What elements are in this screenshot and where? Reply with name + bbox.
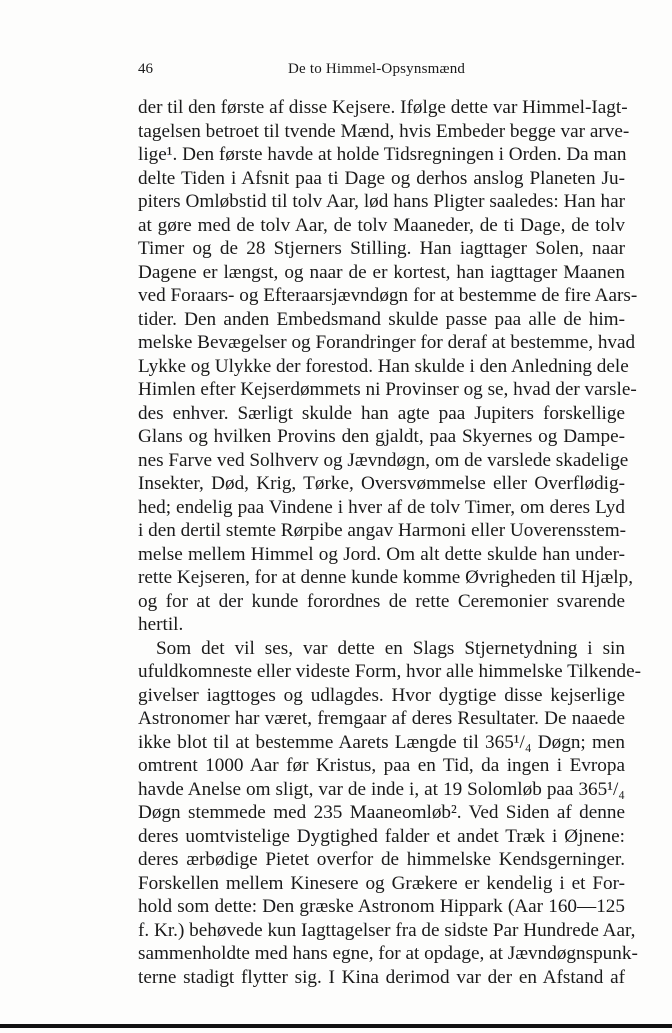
- text-line: deres uomtvistelige Dygtighed falder et andet Træk i Øjnene:: [138, 825, 625, 847]
- text-line: at gøre med de tolv Aar, de tolv Maaneder, de ti Dage, de tolv: [138, 214, 625, 236]
- text-line: melske Bevægelser og Forandringer for deraf at bestemme, hvad: [138, 332, 636, 353]
- text-line: des enhver. Særligt skulde han agte paa Jupiters forskellige: [138, 402, 625, 424]
- text-line: Timer og de 28 Stjerners Stilling. Han iagttager Solen, naar: [138, 238, 625, 259]
- text-line: Dagene er længst, og naar de er kortest, han iagttager Maanen: [138, 261, 625, 283]
- text-line: hold som dette: Den græske Astronom Hippark (Aar 160—125: [138, 896, 625, 917]
- text-line: ved Foraars- og Efteraarsjævndøgn for at bestemme de fire Aars-: [138, 285, 638, 306]
- text-line: Himlen efter Kejserdømmets ni Provinser og se, hvad der varsle-: [138, 379, 637, 400]
- text-line: rette Kejseren, for at denne kunde komme Øvrigheden til Hjælp,: [138, 567, 633, 588]
- text-line: deres ærbødige Pietet overfor de himmelske Kendsgerninger.: [138, 849, 625, 870]
- text-line: lige¹. Den første havde at holde Tidsregningen i Orden. Da man: [138, 144, 627, 165]
- text-line: der til den første af disse Kejsere. Ifølge dette var Himmel-Iagt-: [138, 97, 628, 118]
- text-line: tagelsen betroet til tvende Mænd, hvis Embeder begge var arve-: [138, 120, 630, 142]
- page-bottom-edge: [0, 1024, 672, 1028]
- text-line: Lykke og Ulykke der forestod. Han skulde i den Anledning dele: [138, 355, 629, 377]
- page-number: 46: [138, 61, 153, 77]
- text-line: Astronomer har været, fremgaar af deres Resultater. De naaede: [138, 708, 625, 729]
- text-line: i den dertil stemte Rørpibe angav Harmoni eller Uoverensstem-: [138, 520, 627, 541]
- text-line: Insekter, Død, Krig, Tørke, Oversvømmelse eller Overflødig-: [138, 473, 625, 494]
- text-line: Forskellen mellem Kinesere og Grækere er kendelig i et For-: [138, 872, 625, 894]
- running-title: De to Himmel-Opsynsmænd: [288, 61, 466, 77]
- text-line: omtrent 1000 Aar før Kristus, paa en Tid, da ingen i Evropa: [138, 755, 625, 776]
- text-line: givelser iagttoges og udlagdes. Hvor dygtige disse kejserlige: [138, 684, 625, 706]
- text-line: nes Farve ved Solhverv og Jævndøgn, om de varslede skadelige: [138, 449, 629, 471]
- text-line: delte Tiden i Afsnit paa ti Dage og derhos anslog Planeten Ju-: [138, 167, 625, 189]
- text-line: f. Kr.) behøvede kun Iagttagelser fra de sidste Par Hundrede Aar,: [138, 919, 636, 941]
- text-line: terne stadigt flytter sig. I Kina derimod var der en Afstand af: [138, 966, 625, 988]
- text-line-paragraph-end: hertil.: [138, 614, 184, 635]
- text-line: sammenholdte med hans egne, for at opdage, at Jævndøgnspunk-: [138, 943, 638, 964]
- text-line: Glans og hvilken Provins den gjaldt, paa Skyernes og Dampe-: [138, 426, 625, 447]
- text-line: Døgn stemmede med 235 Maaneomløb². Ved Siden af denne: [138, 802, 625, 823]
- text-line: ikke blot til at bestemme Aarets Længde til 365¹/₄ Døgn; men: [138, 731, 625, 753]
- text-line: tider. Den anden Embedsmand skulde passe paa alle de him-: [138, 308, 625, 330]
- text-line: hed; endelig paa Vindene i hver af de tolv Timer, om deres Lyd: [138, 496, 625, 518]
- page-header: [138, 61, 622, 83]
- text-line: havde Anelse om sligt, var de inde i, at 19 Solomløb paa 365¹/₄: [138, 778, 625, 800]
- text-line: piters Omløbstid til tolv Aar, lød hans Pligter saaledes: Han har: [138, 191, 625, 212]
- text-line-paragraph-start: Som det vil ses, var dette en Slags Stjernetydning i sin: [156, 637, 625, 659]
- text-line: ufuldkomneste eller videste Form, hvor alle himmelske Tilkende-: [138, 661, 642, 682]
- text-line: melse mellem Himmel og Jord. Om alt dette skulde han under-: [138, 543, 625, 565]
- body-text: [138, 96, 642, 989]
- text-line: og for at der kunde forordnes de rette Ceremonier svarende: [138, 590, 625, 612]
